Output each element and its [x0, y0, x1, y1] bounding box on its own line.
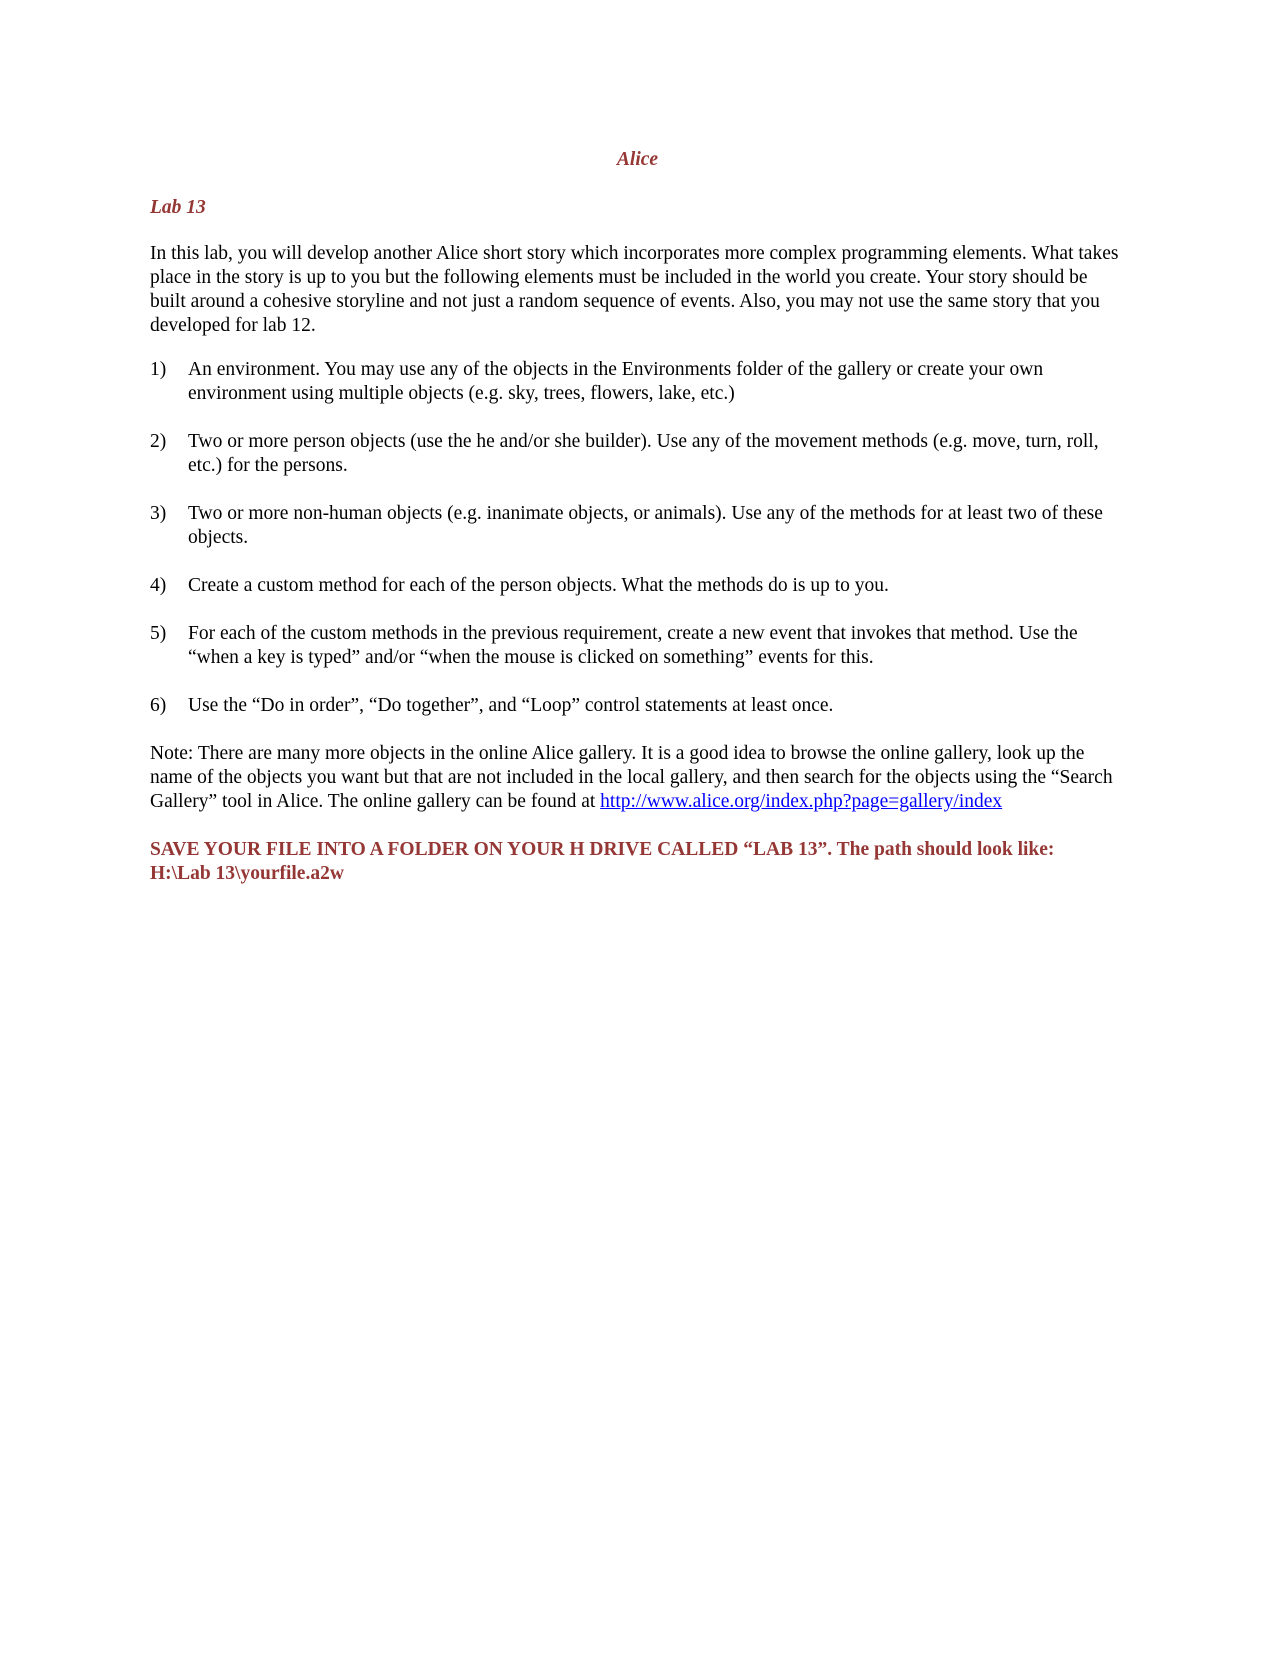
document-page	[150, 148, 1125, 886]
list-item	[150, 502, 1125, 550]
list-item-number: 5)	[150, 623, 167, 644]
list-item-text: An environment. You may use any of the objects in the Environments folder of the gallery or create your own environment using multiple objects (e.g. sky, trees, flowers, lake, etc.)	[188, 359, 1044, 404]
list-item-number: 3)	[150, 503, 167, 524]
list-item-text: Two or more non-human objects (e.g. inanimate objects, or animals). Use any of the methods for at least two of these objects.	[188, 503, 1103, 548]
save-instruction-text: SAVE YOUR FILE INTO A FOLDER ON YOUR H DRIVE CALLED “LAB 13”. The path should look like:	[150, 839, 1055, 860]
document-title: Alice	[616, 149, 659, 170]
list-item	[150, 358, 1125, 406]
list-item-text: Two or more person objects (use the he and/or she builder). Use any of the movement methods (e.g. move, turn, roll, etc.) for the persons.	[188, 431, 1099, 476]
list-item	[150, 574, 1125, 598]
save-path: H:\Lab 13\yourfile.a2w	[150, 863, 344, 884]
note-text: Note: There are many more objects in the online Alice gallery. It is a good idea to browse the online gallery, look up the name of the objects you want but that are not included in the local gallery, and then search for the objects using the “Search Gallery” tool in Alice. The online gallery can be found at	[150, 743, 1113, 812]
list-item-text: Use the “Do in order”, “Do together”, and “Loop” control statements at least once.	[188, 695, 834, 716]
list-item-text: For each of the custom methods in the previous requirement, create a new event that invokes that method. Use the “when a key is typed” and/or “when the mouse is clicked on something” events for this.	[188, 623, 1078, 668]
list-item-text: Create a custom method for each of the person objects. What the methods do is up to you.	[188, 575, 889, 596]
save-instruction	[150, 838, 1125, 886]
intro-paragraph: In this lab, you will develop another Alice short story which incorporates more complex programming elements. What takes place in the story is up to you but the following elements must be included in the world you create. Your story should be built around a cohesive storyline and not just a random sequence of events. Also, you may not use the same story that you developed for lab 12.	[150, 243, 1119, 336]
note-paragraph	[150, 742, 1125, 814]
lab-heading: Lab 13	[150, 197, 206, 218]
list-item-number: 1)	[150, 359, 167, 380]
gallery-link[interactable]: http://www.alice.org/index.php?page=gallery/index	[600, 791, 1003, 812]
list-item-number: 6)	[150, 695, 167, 716]
list-item-number: 4)	[150, 575, 167, 596]
requirements-list	[150, 358, 1125, 718]
list-item	[150, 430, 1125, 478]
list-item	[150, 622, 1125, 670]
list-item	[150, 694, 1125, 718]
list-item-number: 2)	[150, 431, 167, 452]
